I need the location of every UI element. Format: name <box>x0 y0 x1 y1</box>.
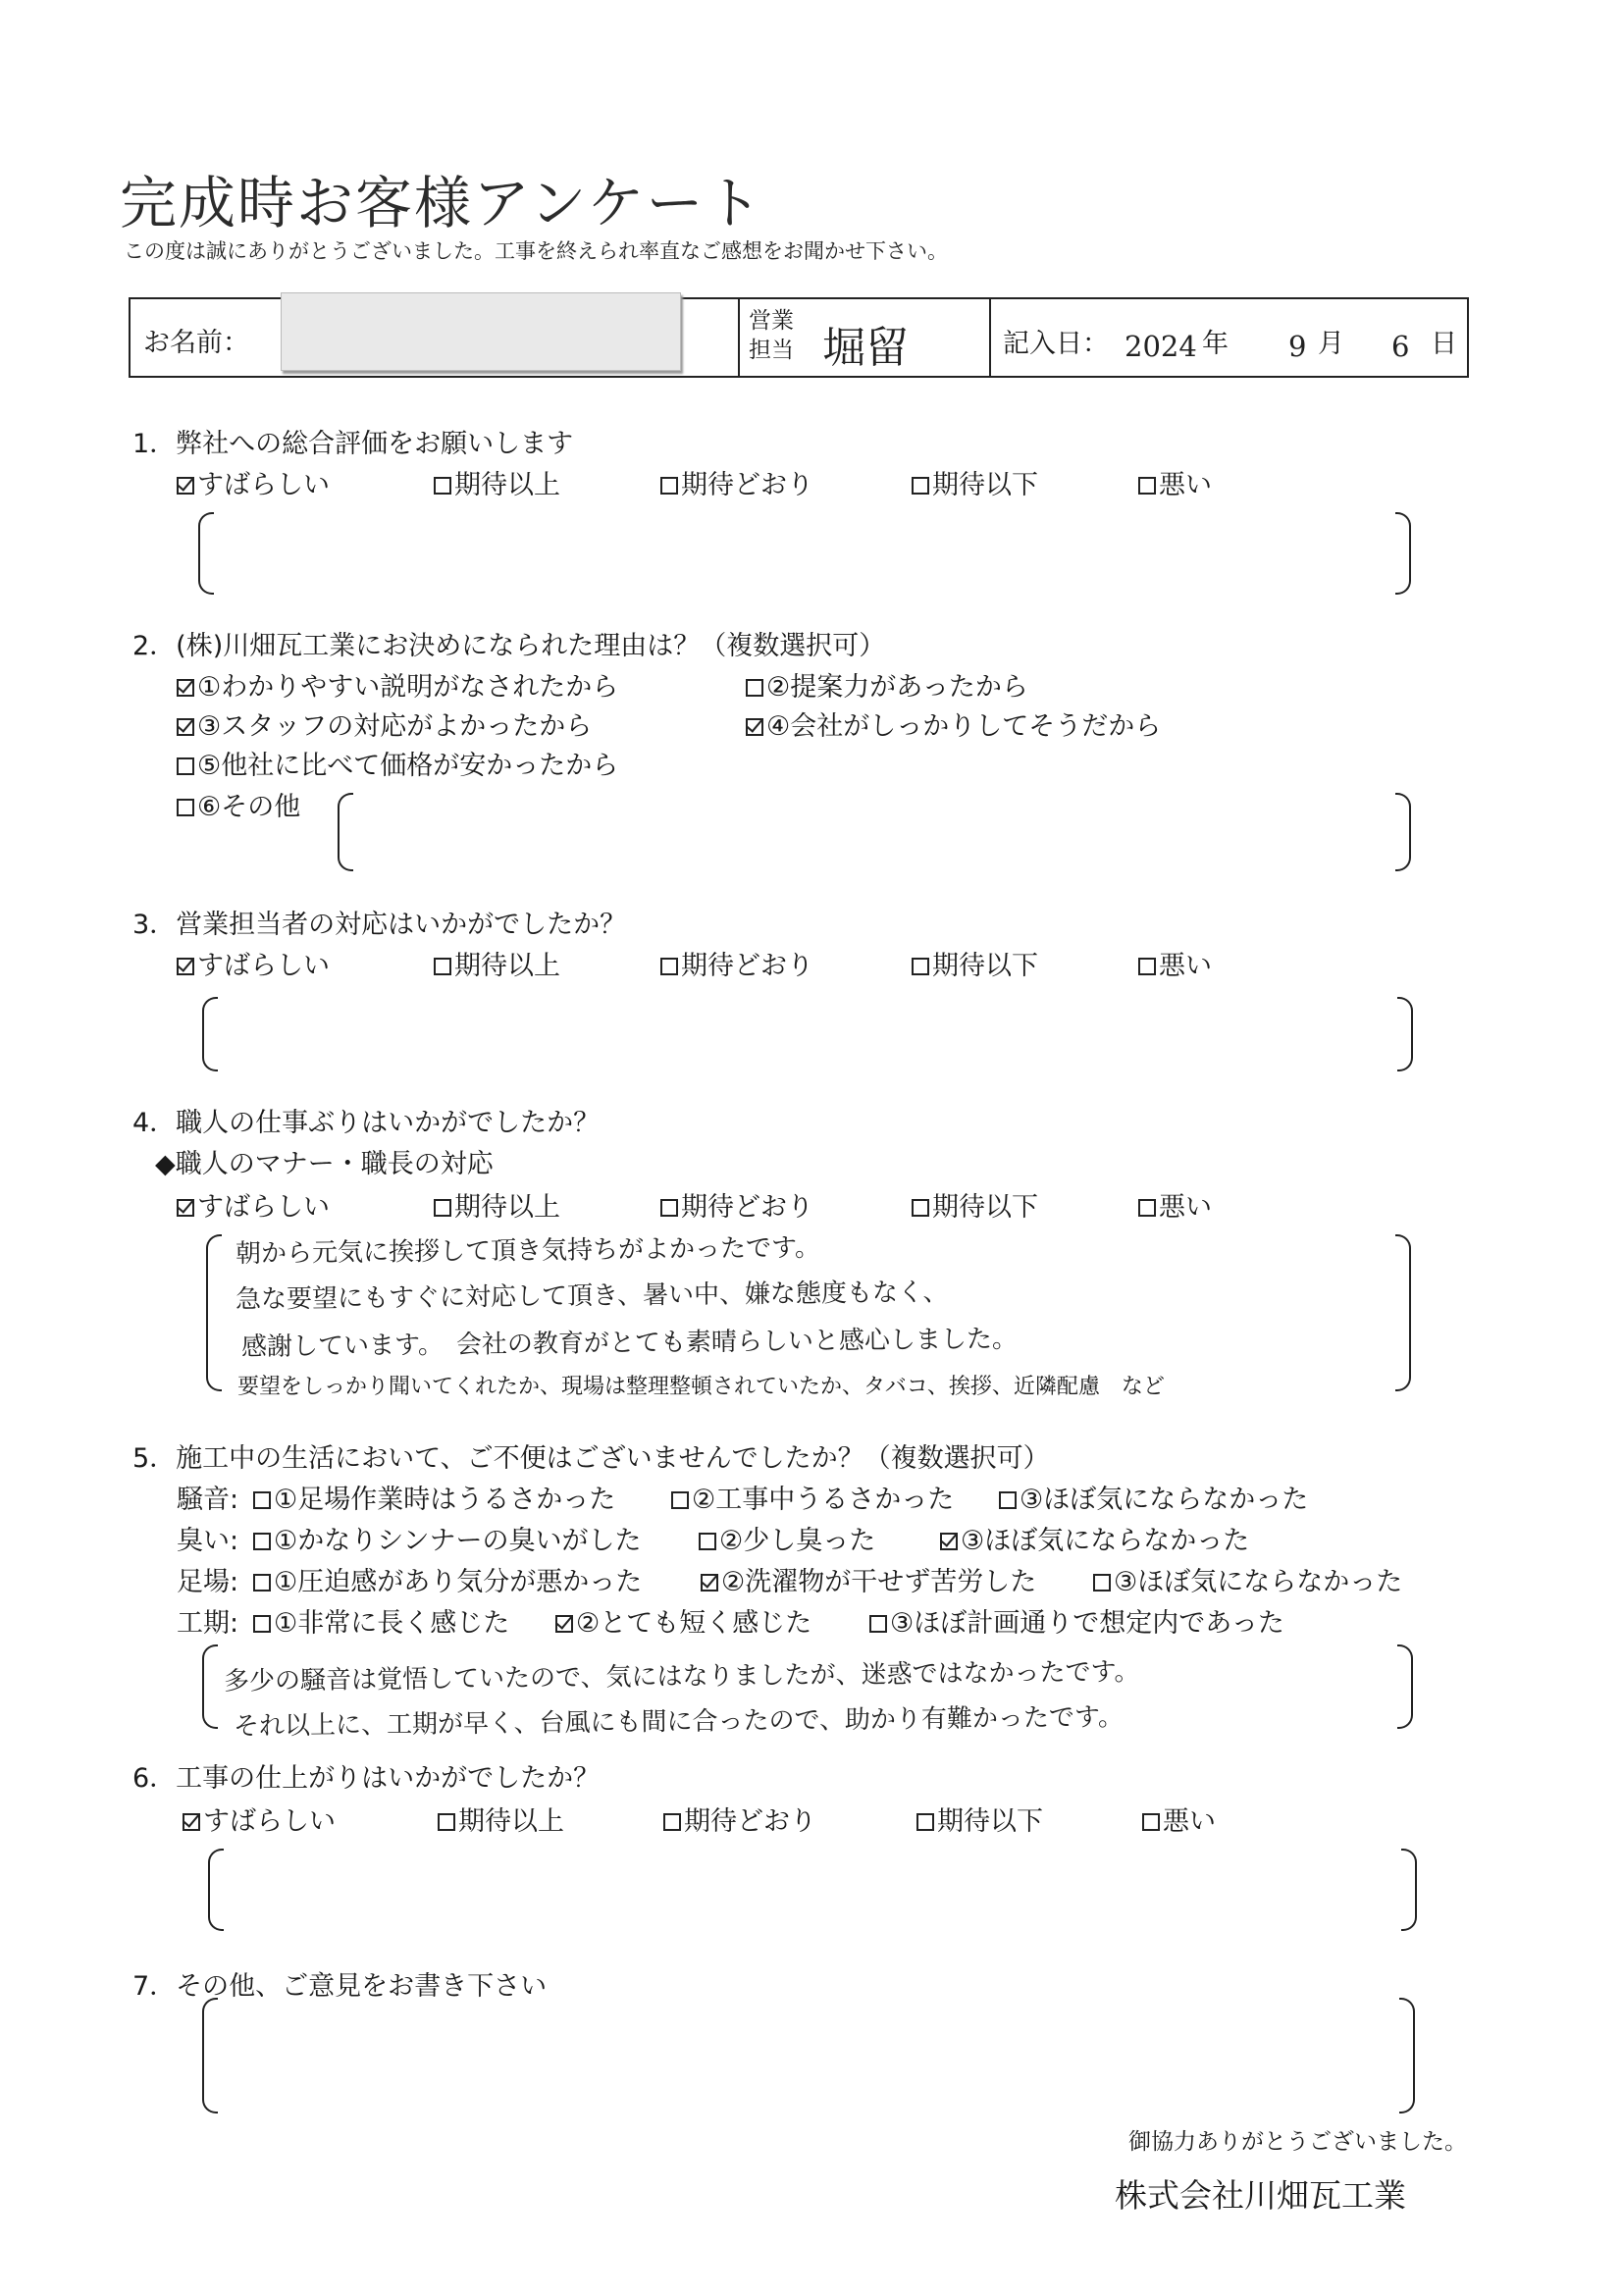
checkbox-icon[interactable] <box>1138 958 1156 975</box>
checkbox-icon[interactable] <box>1142 1813 1160 1831</box>
q5-option[interactable]: ③ほぼ気にならなかった <box>1093 1560 1402 1598</box>
q5-option[interactable]: ②洗濯物が干せず苦労した <box>701 1560 1036 1598</box>
q1-option[interactable]: 期待以下 <box>912 463 1038 501</box>
checkbox-icon[interactable] <box>177 477 194 495</box>
question-6: 6．工事の仕上がりはいかがでしたか？ <box>132 1763 601 1794</box>
checkbox-icon[interactable] <box>660 958 678 975</box>
q6-option[interactable]: すばらしい <box>183 1800 336 1838</box>
q3-option[interactable]: 悪い <box>1138 944 1212 982</box>
q5-option[interactable]: ②とても短く感じた <box>555 1601 811 1640</box>
year-unit: 年 <box>1202 329 1229 359</box>
checkbox-icon[interactable] <box>869 1615 887 1633</box>
date-year[interactable]: 2024 <box>1125 330 1197 363</box>
question-7: 7．その他、ご意見をお書き下さい <box>132 1971 548 2002</box>
comment-bracket-left <box>338 793 353 871</box>
question-3: 3．営業担当者の対応はいかがでしたか？ <box>132 910 627 940</box>
q5-option[interactable]: ②少し臭った <box>699 1519 875 1557</box>
checkbox-icon[interactable] <box>253 1533 271 1550</box>
checkbox-icon[interactable] <box>912 1199 929 1217</box>
comment-bracket-right <box>1401 1849 1417 1931</box>
comment-bracket-right <box>1395 512 1411 595</box>
comment-bracket-right <box>1395 793 1411 871</box>
q1-option[interactable]: すばらしい <box>177 463 330 501</box>
checkbox-icon[interactable] <box>177 679 194 697</box>
q3-option[interactable]: 期待以下 <box>912 944 1038 982</box>
q5-row-smell: 臭い: <box>177 1526 239 1556</box>
checkbox-icon[interactable] <box>940 1533 958 1550</box>
q4-option[interactable]: すばらしい <box>177 1185 330 1224</box>
checkbox-icon[interactable] <box>916 1813 934 1831</box>
q2-option[interactable]: ②提案力があったから <box>746 665 1028 704</box>
checkbox-icon[interactable] <box>177 1199 194 1217</box>
date-day[interactable]: 6 <box>1391 330 1410 363</box>
checkbox-icon[interactable] <box>746 718 763 736</box>
q1-option[interactable]: 期待どおり <box>660 463 813 501</box>
handwritten-comment: 多少の騒音は覚悟していたので、気にはなりましたが、迷惑ではなかったです。 <box>223 1657 1140 1696</box>
q4-option[interactable]: 期待どおり <box>660 1185 813 1224</box>
comment-bracket-left <box>202 1998 218 2113</box>
sales-label: 営業 担当 <box>749 308 794 363</box>
q5-row-noise: 騒音: <box>177 1485 239 1515</box>
q6-option[interactable]: 期待以下 <box>916 1800 1043 1838</box>
question-1: 1．弊社への総合評価をお願いします <box>132 429 574 459</box>
q5-option[interactable]: ①足場作業時はうるさかった <box>253 1478 615 1516</box>
page-subtitle: この度は誠にありがとうございました。工事を終えられ率直なご感想をお聞かせ下さい。 <box>124 239 948 263</box>
checkbox-icon[interactable] <box>1093 1574 1111 1592</box>
q1-option[interactable]: 悪い <box>1138 463 1212 501</box>
q5-row-period: 工期: <box>177 1608 239 1639</box>
sales-name[interactable]: 堀留 <box>822 323 909 373</box>
company-name: 株式会社川畑瓦工業 <box>1115 2176 1406 2215</box>
question-4: 4．職人の仕事ぶりはいかがでしたか？ <box>132 1108 601 1138</box>
question-5: 5．施工中の生活において、ご不便はございませんでしたか？（複数選択可） <box>132 1443 1050 1474</box>
q5-row-scaffold: 足場: <box>177 1567 239 1597</box>
name-label: お名前： <box>143 328 249 358</box>
checkbox-icon[interactable] <box>183 1813 200 1831</box>
comment-bracket-right <box>1399 1998 1415 2113</box>
handwritten-comment: 急な要望にもすぐに対応して頂き、暑い中、嫌な態度もなく、 <box>235 1278 949 1315</box>
q4-hint: 要望をしっかり聞いてくれたか、現場は整理整頓されていたか、タバコ、挨拶、近隣配慮 など <box>237 1375 1165 1399</box>
q5-option[interactable]: ③ほぼ気にならなかった <box>999 1478 1308 1516</box>
checkbox-icon[interactable] <box>699 1533 716 1550</box>
q5-option[interactable]: ②工事中うるさかった <box>671 1478 954 1516</box>
date-label: 記入日： <box>1003 329 1109 359</box>
checkbox-icon[interactable] <box>253 1615 271 1633</box>
q4-option[interactable]: 悪い <box>1138 1185 1212 1224</box>
comment-bracket-right <box>1397 1644 1413 1729</box>
month-unit: 月 <box>1318 329 1344 359</box>
handwritten-comment: それ以上に、工期が早く、台風にも間に合ったので、助かり有難かったです。 <box>233 1702 1125 1742</box>
q1-option[interactable]: 期待以上 <box>434 463 560 501</box>
checkbox-icon[interactable] <box>555 1615 573 1633</box>
checkbox-icon[interactable] <box>912 958 929 975</box>
thanks-text: 御協力ありがとうございました。 <box>1128 2129 1467 2155</box>
checkbox-icon[interactable] <box>1138 477 1156 495</box>
checkbox-icon[interactable] <box>177 958 194 975</box>
checkbox-icon[interactable] <box>177 799 194 816</box>
page-title: 完成時お客様アンケート <box>120 170 764 236</box>
checkbox-icon[interactable] <box>434 477 451 495</box>
day-unit: 日 <box>1431 329 1457 359</box>
checkbox-icon[interactable] <box>434 1199 451 1217</box>
q2-option[interactable]: ⑥その他 <box>177 785 300 823</box>
checkbox-icon[interactable] <box>177 718 194 736</box>
q2-option[interactable]: ④会社がしっかりしてそうだから <box>746 704 1161 743</box>
q4-option[interactable]: 期待以上 <box>434 1185 560 1224</box>
q6-option[interactable]: 期待以上 <box>438 1800 564 1838</box>
comment-bracket-left <box>208 1849 224 1931</box>
q6-option[interactable]: 期待どおり <box>663 1800 816 1838</box>
checkbox-icon[interactable] <box>701 1574 718 1592</box>
comment-bracket-left <box>206 1234 222 1391</box>
checkbox-icon[interactable] <box>671 1491 689 1509</box>
comment-bracket-left <box>202 1644 218 1729</box>
checkbox-icon[interactable] <box>746 679 763 697</box>
checkbox-icon[interactable] <box>253 1574 271 1592</box>
q3-option[interactable]: 期待以上 <box>434 944 560 982</box>
checkbox-icon[interactable] <box>438 1813 455 1831</box>
comment-bracket-right <box>1397 997 1413 1071</box>
checkbox-icon[interactable] <box>660 1199 678 1217</box>
handwritten-comment: 感謝しています。 会社の教育がとても素晴らしいと感心しました。 <box>240 1324 1019 1363</box>
checkbox-icon[interactable] <box>177 757 194 775</box>
q5-option[interactable]: ③ほぼ気にならなかった <box>940 1519 1249 1557</box>
handwritten-comment: 朝から元気に挨拶して頂き気持ちがよかったです。 <box>235 1232 821 1270</box>
checkbox-icon[interactable] <box>434 958 451 975</box>
checkbox-icon[interactable] <box>1138 1199 1156 1217</box>
checkbox-icon[interactable] <box>660 477 678 495</box>
question-2: 2．(株)川畑瓦工業にお決めになられた理由は？（複数選択可） <box>132 631 886 661</box>
q5-option[interactable]: ③ほぼ計画通りで想定内であった <box>869 1601 1284 1640</box>
checkbox-icon[interactable] <box>999 1491 1017 1509</box>
date-month[interactable]: 9 <box>1288 330 1307 363</box>
checkbox-icon[interactable] <box>912 477 929 495</box>
q5-option[interactable]: ①かなりシンナーの臭いがした <box>253 1519 642 1557</box>
q2-option[interactable]: ⑤他社に比べて価格が安かったから <box>177 744 618 782</box>
q4-sublabel: ◆職人のマナー・職長の対応 <box>155 1149 494 1179</box>
q2-option[interactable]: ①わかりやすい説明がなされたから <box>177 665 618 704</box>
q5-option[interactable]: ①圧迫感があり気分が悪かった <box>253 1560 642 1598</box>
q6-option[interactable]: 悪い <box>1142 1800 1216 1838</box>
q4-option[interactable]: 期待以下 <box>912 1185 1038 1224</box>
q3-option[interactable]: すばらしい <box>177 944 330 982</box>
q3-option[interactable]: 期待どおり <box>660 944 813 982</box>
q2-option[interactable]: ③スタッフの対応がよかったから <box>177 704 592 743</box>
checkbox-icon[interactable] <box>663 1813 681 1831</box>
comment-bracket-left <box>198 512 214 595</box>
comment-bracket-right <box>1395 1234 1411 1391</box>
comment-bracket-left <box>202 997 218 1071</box>
q5-option[interactable]: ①非常に長く感じた <box>253 1601 509 1640</box>
checkbox-icon[interactable] <box>253 1491 271 1509</box>
name-field[interactable] <box>281 292 681 371</box>
